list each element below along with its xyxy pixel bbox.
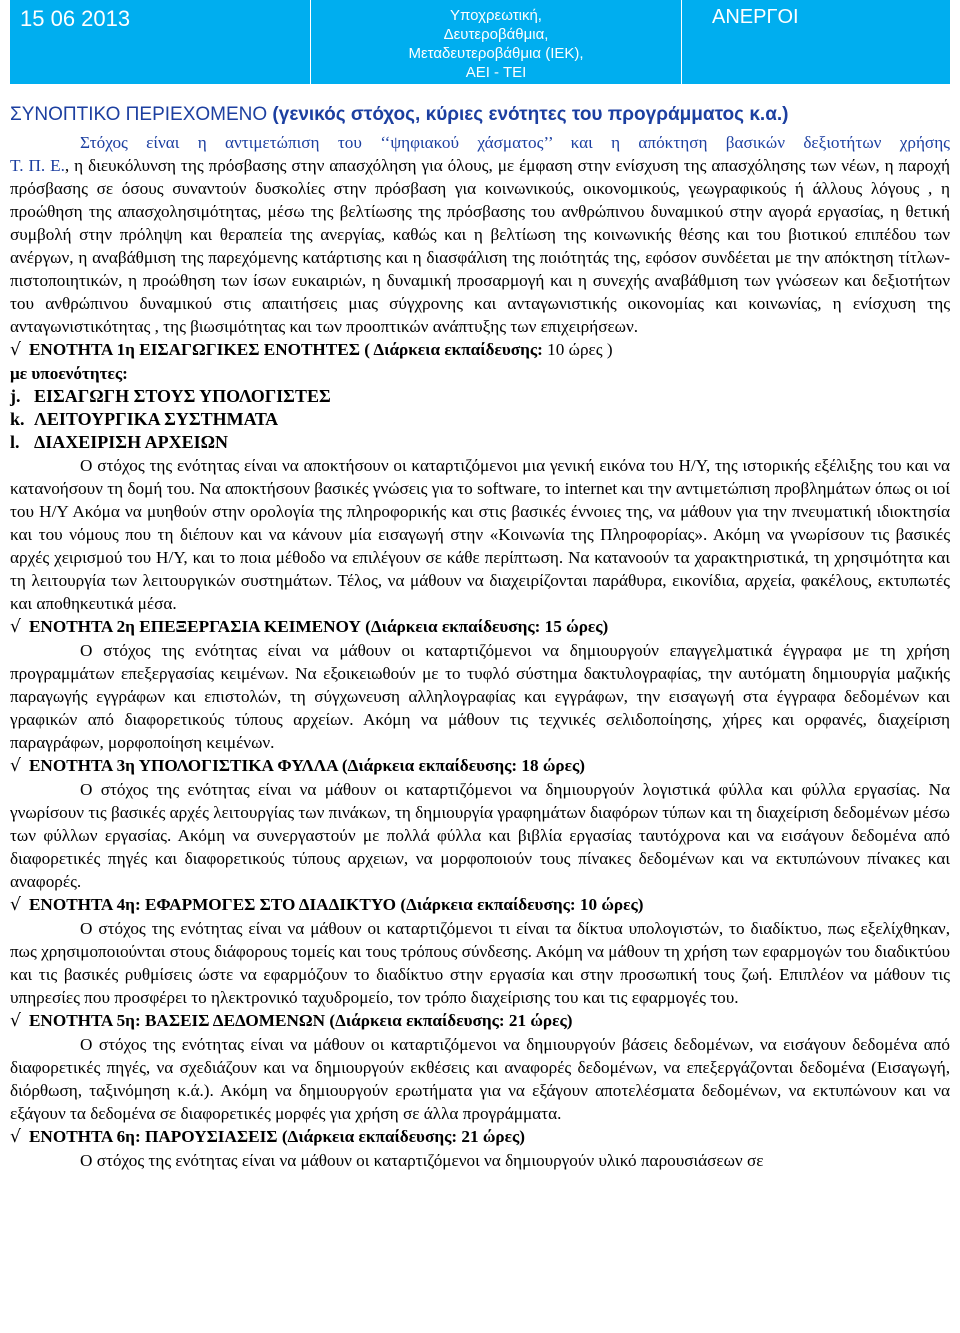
unit2-text: Ο στόχος της ενότητας είναι να μάθουν οι καταρτιζόμενοι να δημιουργούν επαγγελματικά έγγραφα με τη χρήση προγραμμάτων επεξεργασίας κειμένων. Να εξοικειωθούν με το τυφλό σύστημα δακτυλογραφίας, την αυτόματη δημιουργία μαζικής παραγωγής εγγράφων και επιστολών, τη σύγχωνευση αλληλογραφίας και εγγράφων, την εισαγωγή στα έγγραφα δεδομένων και γραφικών από διαφορετικούς τύπους αρχείων. Ακόμη να μάθουν τις τεχνικές σελιδοποίησης, χήρες και ορφανές, διαχείριση παραγράφων, μορφοποίηση κειμένων. <box>10 641 950 752</box>
level-line: ΑΕΙ - ΤΕΙ <box>465 64 527 81</box>
list-key: k. <box>10 409 25 429</box>
list-item <box>10 431 950 454</box>
unit6-heading <box>10 1125 950 1149</box>
level-line: Μεταδευτεροβάθμια (ΙΕΚ), <box>408 45 584 62</box>
check-icon: √ <box>10 617 21 637</box>
subunits-label: με υποενότητες: <box>10 364 128 383</box>
synopsis-heading <box>10 104 788 126</box>
goal-tpe: Τ. Π. Ε. <box>10 156 65 175</box>
goal-text: , η διευκόλυνση της πρόσβασης στην απασχόληση για όλους, με έμφαση στην ενίσχυση της απασχόλησης των νέων, η παροχή πρόσβασης σε όσους συναντούν δυσκολίες στην πρόσβαση για κοινωνικούς, οικονομικούς, γεωγραφικούς ή άλλους λόγους , η προώθηση της απασχολησιμότητας, μέσω της βελτίωσης της πρόσβασης του ανθρώπινου δυναμικού στην αγορά εργασίας, η θετική συμβολή στην πρόληψη και θεραπεία της ανεργίας, καθώς και η βελτίωση της κοινωνικής θέσης και του βιοτικού επιπέδου των ανέργων, η αναβάθμιση της παρεχόμενης κατάρτισης και η διασφάλιση της ποιότητάς της, εφόσον συνδέεται με την απόκτηση τίτλων- πιστοποιητικών, η προώθηση των ίσων ευκαιριών, η δυναμική προσαρμογή και η συνεχής αναβάθμιση των γνώσεων και δεξιοτήτων του ανθρώπινου δυναμικού στις απαιτήσεις μιας σύγχρονης και ανταγωνιστικής οικονομίας και κοινωνίας, η ενίσχυση της ανταγωνιστικότητας , της βιωσιμότητας και των προοπτικών ανάπτυξης των επιχειρήσεων. <box>10 156 950 336</box>
list-text: ΛΕΙΤΟΥΡΓΙΚΑ ΣΥΣΤΗΜΑΤΑ <box>34 409 279 429</box>
synopsis-bold: (γενικός στόχος, κύριες ενότητες του προγράμματος κ.α.) <box>272 104 789 125</box>
unit5-text: Ο στόχος της ενότητας είναι να μάθουν οι καταρτιζόμενοι να δημιουργούν βάσεις δεδομένων, να εισάγουν δεδομένα από διαφορετικές πηγές, να σχεδιάζουν και να δημιουργούν εκθέσεις και αναφορές δεδομένων, να επεξεργάζονται δεδομένα (Εισαγωγή, διόρθωση, ταξινόμηση κ.ά.). Ακόμη να δημιουργούν ερωτήματα για να εξάγουν αποτελέσματα δεδομένων, να εκτυπώνουν και να εξάγουν τα δεδομένα σε διαφορετικές μορφές για χρήση σε άλλα προγράμματα. <box>10 1035 950 1123</box>
unit1-heading <box>10 338 950 362</box>
level-line: Δευτεροβάθμια, <box>443 26 549 43</box>
unit5-title: ΕΝΟΤΗΤΑ 5η: ΒΑΣΕΙΣ ΔΕΔΟΜΕΝΩΝ (Διάρκεια εκπαίδευσης: 21 ώρες) <box>28 1011 573 1030</box>
list-key: l. <box>10 432 20 452</box>
check-icon: √ <box>10 895 21 915</box>
goal-line: Στόχος είναι η αντιμετώπιση του ‘‘ψηφιακού χάσματος’’ και η απόκτηση βασικών δεξιοτήτων χρήσης <box>80 133 950 152</box>
document-body <box>10 131 950 1172</box>
list-key: j. <box>10 386 21 406</box>
header-bar <box>10 0 950 84</box>
unit1-title: ΕΝΟΤΗΤΑ 1η ΕΙΣΑΓΩΓΙΚΕΣ ΕΝΟΤΗΤΕΣ ( Διάρκεια εκπαίδευσης: <box>28 340 548 359</box>
list-item <box>10 385 950 408</box>
header-date: 15 06 2013 <box>10 0 311 84</box>
unit5-heading <box>10 1009 950 1033</box>
unit4-text: Ο στόχος της ενότητας είναι να μάθουν οι καταρτιζόμενοι τι είναι τα δίκτυα υπολογιστών, το διαδίκτυο, πως εξελίχθηκαν, πως χρησιμοποιούνται στους διάφορους τομείς και τους τρόπους σύνδεσης. Ακόμη να μάθουν τη χρήση των εφαρμογών του διαδικτύου και τις βασικές ρυθμίσεις ώστε να εφαρμόζουν το διαδίκτυο στην εργασία και στην προσωπική τους ζωή. Επιπλέον να μάθουν τις υπηρεσίες που προσφέρει το ηλεκτρονικό ταχυδρομείο, τον τρόπο διαχείρισης του και τις εφαρμογές του. <box>10 919 950 1007</box>
check-icon: √ <box>10 1127 21 1147</box>
synopsis-lead: ΣΥΝΟΠΤΙΚΟ ΠΕΡΙΕΧΟΜΕΝΟ <box>10 104 273 125</box>
unit6-text: Ο στόχος της ενότητας είναι να μάθουν οι καταρτιζόμενοι να δημιουργούν υλικό παρουσιάσεων σε <box>80 1151 764 1170</box>
list-text: ΕΙΣΑΓΩΓΗ ΣΤΟΥΣ ΥΠΟΛΟΓΙΣΤΕΣ <box>34 386 331 406</box>
unit4-heading <box>10 893 950 917</box>
check-icon: √ <box>10 756 21 776</box>
unit1-hours: 10 ώρες ) <box>547 340 613 359</box>
unit6-title: ΕΝΟΤΗΤΑ 6η: ΠΑΡΟΥΣΙΑΣΕΙΣ (Διάρκεια εκπαίδευσης: 21 ώρες) <box>28 1127 525 1146</box>
unit2-title: ΕΝΟΤΗΤΑ 2η ΕΠΕΞΕΡΓΑΣΙΑ ΚΕΙΜΕΝΟΥ (Διάρκεια εκπαίδευσης: 15 ώρες) <box>28 617 609 636</box>
header-status: ΑΝΕΡΓΟΙ <box>712 6 799 28</box>
unit3-title: ΕΝΟΤΗΤΑ 3η ΥΠΟΛΟΓΙΣΤΙΚΑ ΦΥΛΛΑ (Διάρκεια εκπαίδευσης: 18 ώρες) <box>28 756 585 775</box>
level-line: Υποχρεωτική, <box>450 7 542 24</box>
check-icon: √ <box>10 340 21 360</box>
list-item <box>10 408 950 431</box>
check-icon: √ <box>10 1011 21 1031</box>
unit1-text: Ο στόχος της ενότητας είναι να αποκτήσουν οι καταρτιζόμενοι μια γενική εικόνα του Η/Υ, της ιστορικής εξέλιξης του και να κατανοήσουν τη δομή του. Να αποκτήσουν βασικές γνώσεις για το software, το internet και την αντιμετώπιση προβλημάτων όπως οι ιοί του Η/Υ Ακόμα να μυηθούν στην ορολογία της πληροφορικής και στις βασικές έννοιες της, να μάθουν για την πνευματική ιδιοκτησία και του νόμους που τη διέπουν και να κάνουν μία εισαγωγή στην «Κοινωνία της Πληροφορίας». Ακόμη να γνωρίσουν τις βασικές αρχές χειρισμού του Η/Υ, και το ποια μέθοδο να επιλέγουν σε κάθε περίπτωση. Να κατανοούν τα χαρακτηριστικά, τη χρησιμότητα και τη λειτουργία των λειτουργικών συστημάτων. Τέλος, να μάθουν να διαχειρίζονται παράθυρα, εικονίδια, αρχεία, φακέλους, εκτυπωτές και αποθηκευτικά μέσα. <box>10 456 950 613</box>
list-text: ΔΙΑΧΕΙΡΙΣΗ ΑΡΧΕΙΩΝ <box>34 432 228 452</box>
header-level <box>311 0 682 84</box>
unit4-title: ΕΝΟΤΗΤΑ 4η: ΕΦΑΡΜΟΓΕΣ ΣΤΟ ΔΙΑΔΙΚΤΥΟ (Διάρκεια εκπαίδευσης: 10 ώρες) <box>28 895 644 914</box>
unit3-heading <box>10 754 950 778</box>
goal-paragraph <box>10 154 950 338</box>
unit2-heading <box>10 615 950 639</box>
unit3-text: Ο στόχος της ενότητας είναι να μάθουν οι καταρτιζόμενοι να δημιουργούν λογιστικά φύλλα και φύλλα εργασίας. Να γνωρίσουν τις βασικές αρχές λειτουργίας των πινάκων, τη δημιουργία γραφημάτων διαφόρων τύπων και τη διαχείριση δεδομένων μέσω των φύλλων εργασίας. Ακόμη να συνεργαστούν με πολλά φύλλα και βιβλία εργασίας ταυτόχρονα και να εισάγουν δεδομένα από διαφορετικές πηγές και διαφορετικούς τύπους αρχειων, να μορφοποιούν τους πίνακες δεδομένων και να εκτυπώνουν πίνακες και αναφορές. <box>10 780 950 891</box>
